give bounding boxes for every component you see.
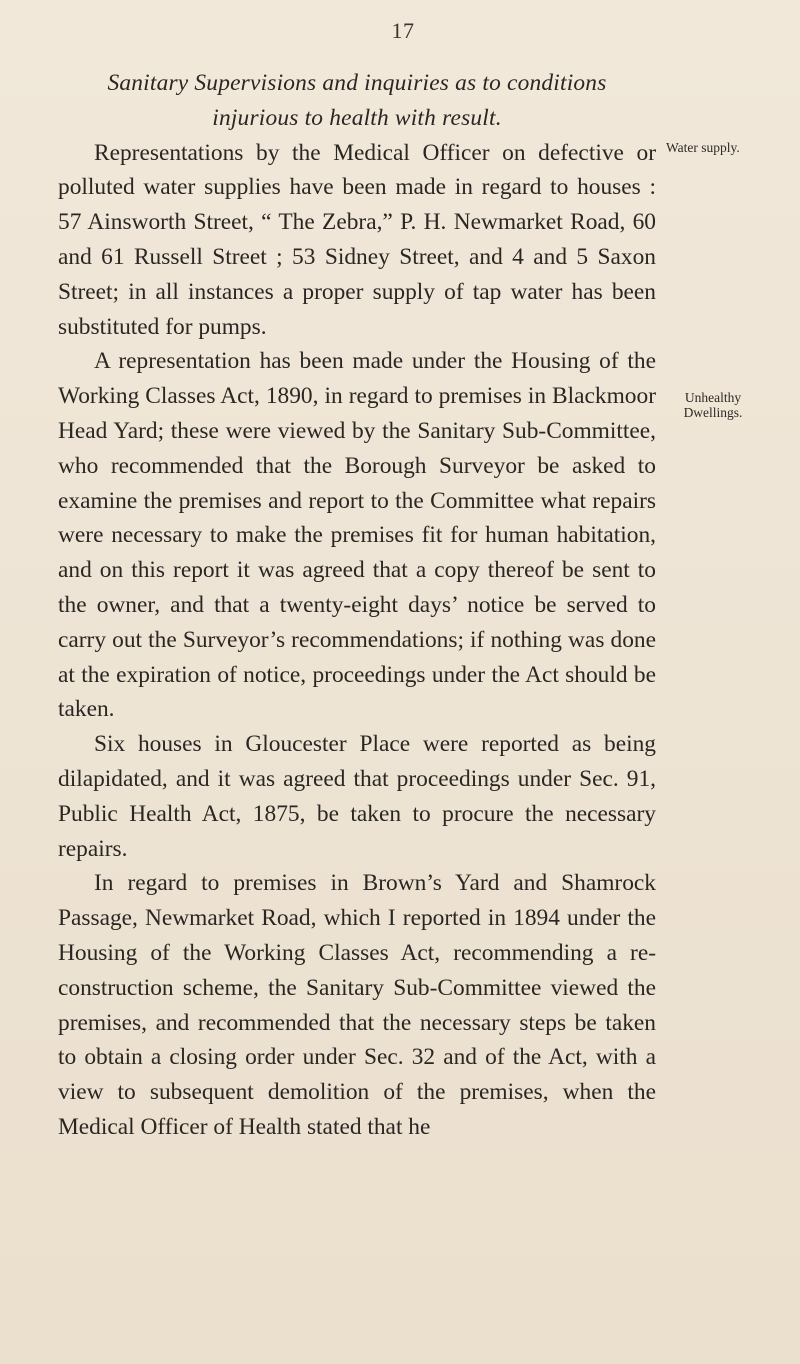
paragraph-water-supply: Representations by the Medical Officer on defective or polluted water supplies have been made in regard to houses : 57 Ainsworth Street, “ The Zebra,” P. H. Newmarket Road, 60 and 61 Russell Street ; 53 Sidney Street, and 4 and 5 Saxon Street; in all instances a proper supply of tap water has been substituted for pumps. (58, 139, 656, 340)
section-heading-line-1: Sanitary Supervisions and inquiries as to conditions (107, 70, 607, 96)
body-text (58, 66, 656, 1145)
margin-note-water-supply: Water supply. (666, 140, 740, 155)
margin-note-unhealthy-dwellings: Unhealthy Dwellings. (683, 390, 743, 420)
section-heading-line-2: injurious to health with result. (212, 104, 502, 131)
paragraph-browns-yard: In regard to premises in Brown’s Yard and Shamrock Passage, Newmarket Road, which I reported in 1894 under the Housing of the Working Classes Act, recommending a re-construction scheme, the Sanitary Sub-Committee viewed the premises, and recommended that the necessary steps be taken to obtain a closing order under Sec. 32 and of the Act, with a view to subsequent demolition of the premises, when the Medical Officer of Health stated that he (58, 870, 656, 1140)
paragraph-gloucester-place: Six houses in Gloucester Place were reported as being dilapidated, and it was agreed that proceedings under Sec. 91, Public Health Act, 1875, be taken to procure the necessary repairs. (58, 731, 656, 862)
paragraph-housing-representation: A representation has been made under the Housing of the Working Classes Act, 1890, in regard to premises in Blackmoor Head Yard; these were viewed by the Sanitary Sub-Committee, who recommended that the Borough Surveyor be asked to examine the premises and report to the Committee what repairs were necessary to make the premises fit for human habitation, and on this report it was agreed that a copy thereof be sent to the owner, and that a twenty-eight days’ notice be served to carry out the Surveyor’s recommendations; if nothing was done at the expiration of notice, proceedings under the Act should be taken. (58, 348, 656, 723)
page-number: 17 (391, 18, 415, 43)
